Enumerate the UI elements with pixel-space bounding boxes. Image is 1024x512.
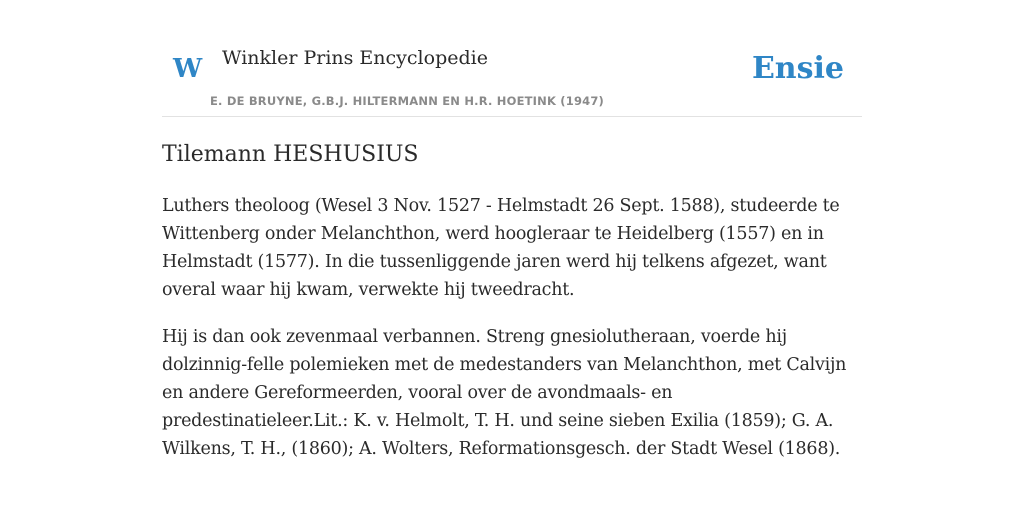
- ensie-brand-logo[interactable]: Ensie: [751, 51, 844, 86]
- article-body: [162, 192, 862, 482]
- article-title: Tilemann HESHUSIUS: [162, 142, 419, 167]
- article-paragraph-1: Luthers theoloog (Wesel 3 Nov. 1527 - Helmstadt 26 Sept. 1588), studeerde te Wittenberg onder Melanchthon, werd hoogleraar te Heidelberg (1557) en in Helmstadt (1577). In die tussenliggende jaren werd hij telkens afgezet, want overal waar hij kwam, verwekte hij tweedracht.: [162, 196, 840, 300]
- article-paragraph-2: Hij is dan ook zevenmaal verbannen. Streng gnesiolutheraan, voerde hij dolzinnig-felle polemieken met de medestanders van Melanchthon, met Calvijn en andere Gereformeerden, vooral over de avondmaals- en predestinatieleer.Lit.: K. v. Helmolt, T. H. und seine sieben Exilia (1859); G. A. Wilkens, T. H., (1860); A. Wolters, Reformationsgesch. der Stadt Wesel (1868).: [162, 327, 847, 459]
- site-header: [162, 0, 862, 117]
- book-authors: E. DE BRUYNE, G.B.J. HILTERMANN EN H.R. HOETINK (1947): [210, 94, 605, 108]
- encyclopedia-logo-icon[interactable]: W: [173, 54, 203, 84]
- book-title-link[interactable]: Winkler Prins Encyclopedie: [222, 47, 488, 69]
